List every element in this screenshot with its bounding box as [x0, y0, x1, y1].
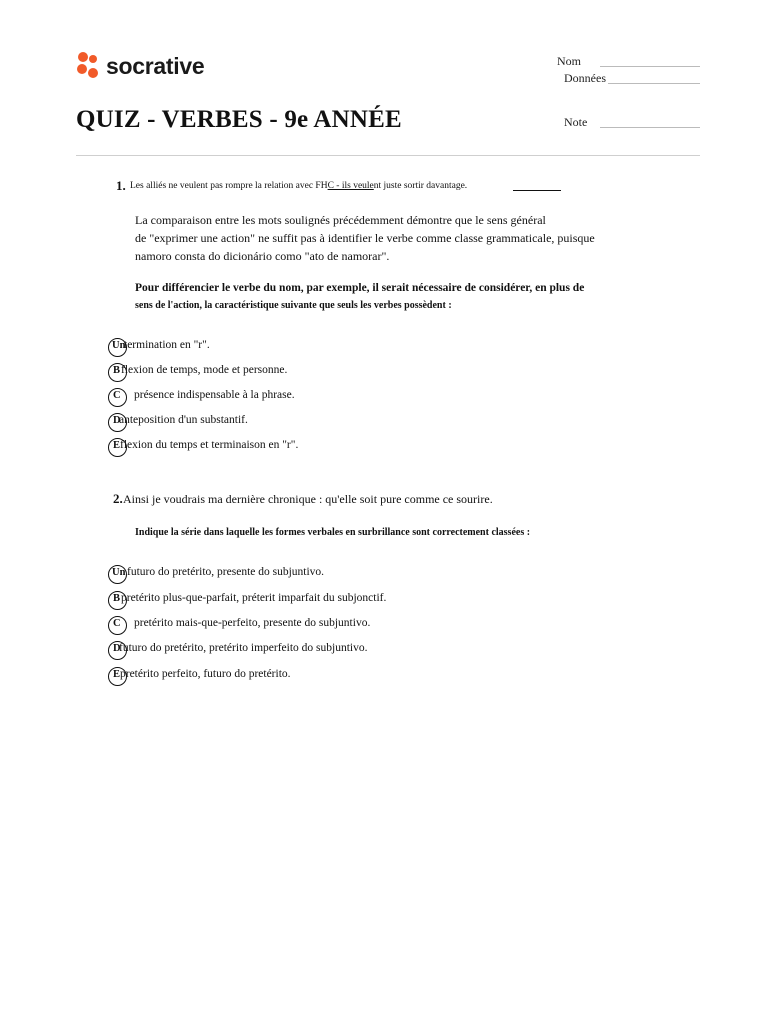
option-text: présence indispensable à la phrase.: [134, 389, 295, 401]
data-label: Données: [564, 71, 606, 85]
question-1-paragraph: [135, 211, 595, 265]
q1-sentence-post: nt juste sortir davantage.: [373, 181, 468, 191]
q1-sentence-pre: Les alliés ne veulent pas rompre la relation avec FH: [130, 181, 328, 191]
q1-instruction-line-2: sens de l'action, la caractéristique suivante que seuls les verbes possèdent :: [135, 300, 452, 311]
option-letter: E: [113, 440, 121, 451]
q1-instruction-line-1: Pour différencier le verbe du nom, par exemple, il serait nécessaire de considérer, en plus de: [135, 282, 585, 294]
question-2-sentence: Ainsi je voudrais ma dernière chronique : qu'elle soit pure comme ce sourire.: [123, 492, 493, 506]
option-letter: E: [113, 669, 121, 680]
option-text: termination en "r".: [124, 339, 210, 351]
q1-para-line-3: namoro consta do dicionário como "ato de namorar".: [135, 249, 390, 263]
question-1-answer-line[interactable]: [513, 190, 561, 191]
name-field-line[interactable]: [600, 66, 700, 67]
option-letter: Un: [112, 340, 126, 351]
question-1-number: 1.: [116, 178, 126, 193]
page-title: QUIZ - VERBES - 9e ANNÉE: [76, 106, 402, 133]
grade-field-line[interactable]: [600, 127, 700, 128]
option-letter: B: [113, 593, 121, 604]
option-text: flexion du temps et terminaison en "r".: [120, 439, 299, 451]
name-label: Nom: [557, 54, 581, 68]
option-text: pretérito mais-que-perfeito, presente do subjuntivo.: [134, 617, 371, 629]
option-text: pretérito perfeito, futuro do pretérito.: [120, 668, 291, 680]
option-letter: C: [113, 390, 121, 401]
q1-sentence-underlined: C - ils veule: [327, 181, 374, 191]
grade-label: Note: [564, 115, 588, 129]
option-letter: Un: [112, 567, 126, 578]
brand-name: socrative: [106, 53, 205, 79]
data-field-line[interactable]: [608, 83, 700, 84]
option-letter: B: [113, 365, 121, 376]
option-letter: D: [113, 643, 121, 654]
option-letter: C: [113, 618, 121, 629]
option-letter: D: [113, 415, 121, 426]
option-text: flexion de temps, mode et personne.: [121, 364, 288, 376]
socrative-logo-icon: [76, 51, 100, 81]
q1-para-line-1: La comparaison entre les mots soulignés précédemment démontre que le sens général: [135, 213, 546, 227]
q1-para-line-2: de "exprimer une action" ne suffit pas à identifier le verbe comme classe grammaticale, puisque: [135, 231, 595, 245]
option-text: futuro do pretérito, presente do subjuntivo.: [127, 566, 325, 578]
socrative-logo: [76, 51, 226, 83]
header-divider: [76, 155, 700, 156]
option-text: anteposition d'un substantif.: [119, 414, 248, 426]
option-text: futuro do pretérito, pretérito imperfeito do subjuntivo.: [119, 642, 368, 654]
question-2-number: 2.: [113, 491, 123, 506]
q2-instruction: Indique la série dans laquelle les formes verbales en surbrillance sont correctement classées :: [135, 527, 531, 538]
question-1-sentence: [130, 181, 467, 191]
option-text: pretérito plus-que-parfait, préterit imparfait du subjonctif.: [121, 592, 387, 604]
